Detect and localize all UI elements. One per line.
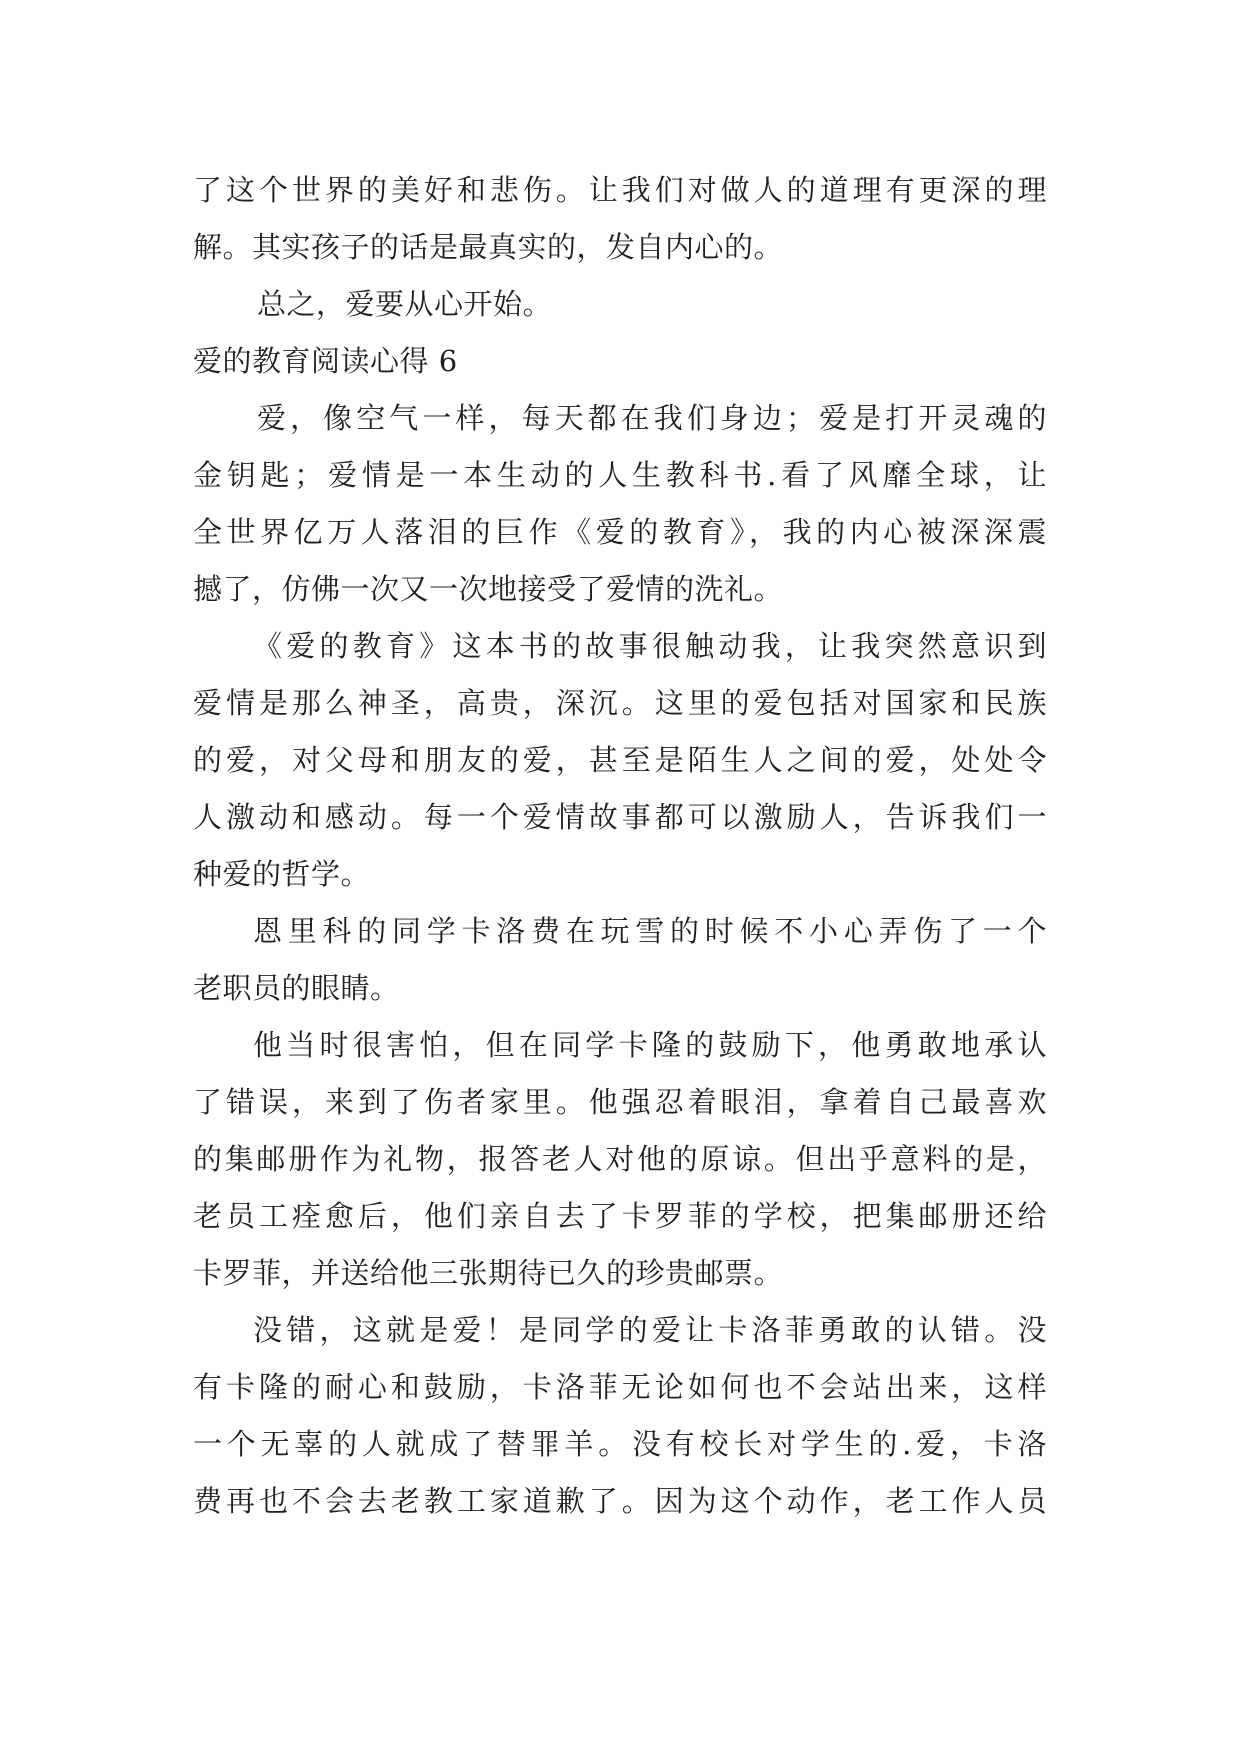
text-line: 的爱，对父母和朋友的爱，甚至是陌生人之间的爱，处处令 [193, 743, 1047, 777]
text-line: 《爱的教育》这本书的故事很触动我，让我突然意识到 [253, 629, 1047, 663]
text-line: 的集邮册作为礼物，报答老人对他的原谅。但出乎意料的是， [193, 1142, 1047, 1176]
text-line: 全世界亿万人落泪的巨作《爱的教育》，我的内心被深深震 [193, 515, 1047, 549]
text-line: 种爱的哲学。 [193, 857, 371, 891]
text-line: 一个无辜的人就成了替罪羊。没有校长对学生的.爱，卡洛 [193, 1427, 1047, 1461]
text-line: 了这个世界的美好和悲伤。让我们对做人的道理有更深的理 [193, 173, 1047, 207]
text-line: 解。其实孩子的话是最真实的，发自内心的。 [193, 230, 784, 264]
text-line: 爱，像空气一样，每天都在我们身边；爱是打开灵魂的 [257, 401, 1047, 435]
text-line: 老职员的眼睛。 [193, 971, 400, 1005]
text-line: 没错，这就是爱！是同学的爱让卡洛菲勇敢的认错。没 [253, 1313, 1047, 1347]
text-line: 了错误，来到了伤者家里。他强忍着眼泪，拿着自己最喜欢 [193, 1085, 1047, 1119]
text-line: 费再也不会去老教工家道歉了。因为这个动作，老工作人员 [193, 1484, 1047, 1518]
text-line: 有卡隆的耐心和鼓励，卡洛菲无论如何也不会站出来，这样 [193, 1370, 1047, 1404]
text-line: 卡罗菲，并送给他三张期待已久的珍贵邮票。 [193, 1256, 784, 1290]
text-line: 撼了，仿佛一次又一次地接受了爱情的洗礼。 [193, 572, 784, 606]
text-line: 他当时很害怕，但在同学卡隆的鼓励下，他勇敢地承认 [253, 1028, 1047, 1062]
section-heading: 爱的教育阅读心得 6 [193, 344, 458, 378]
text-line: 总之，爱要从心开始。 [257, 287, 553, 321]
text-line: 老员工痊愈后，他们亲自去了卡罗菲的学校，把集邮册还给 [193, 1199, 1047, 1233]
text-line: 爱情是那么神圣，高贵，深沉。这里的爱包括对国家和民族 [193, 686, 1047, 720]
text-line: 恩里科的同学卡洛费在玩雪的时候不小心弄伤了一个 [253, 914, 1047, 948]
text-line: 金钥匙；爱情是一本生动的人生教科书.看了风靡全球，让 [193, 458, 1047, 492]
text-line: 人激动和感动。每一个爱情故事都可以激励人，告诉我们一 [193, 800, 1047, 834]
document-page [193, 162, 1047, 1530]
